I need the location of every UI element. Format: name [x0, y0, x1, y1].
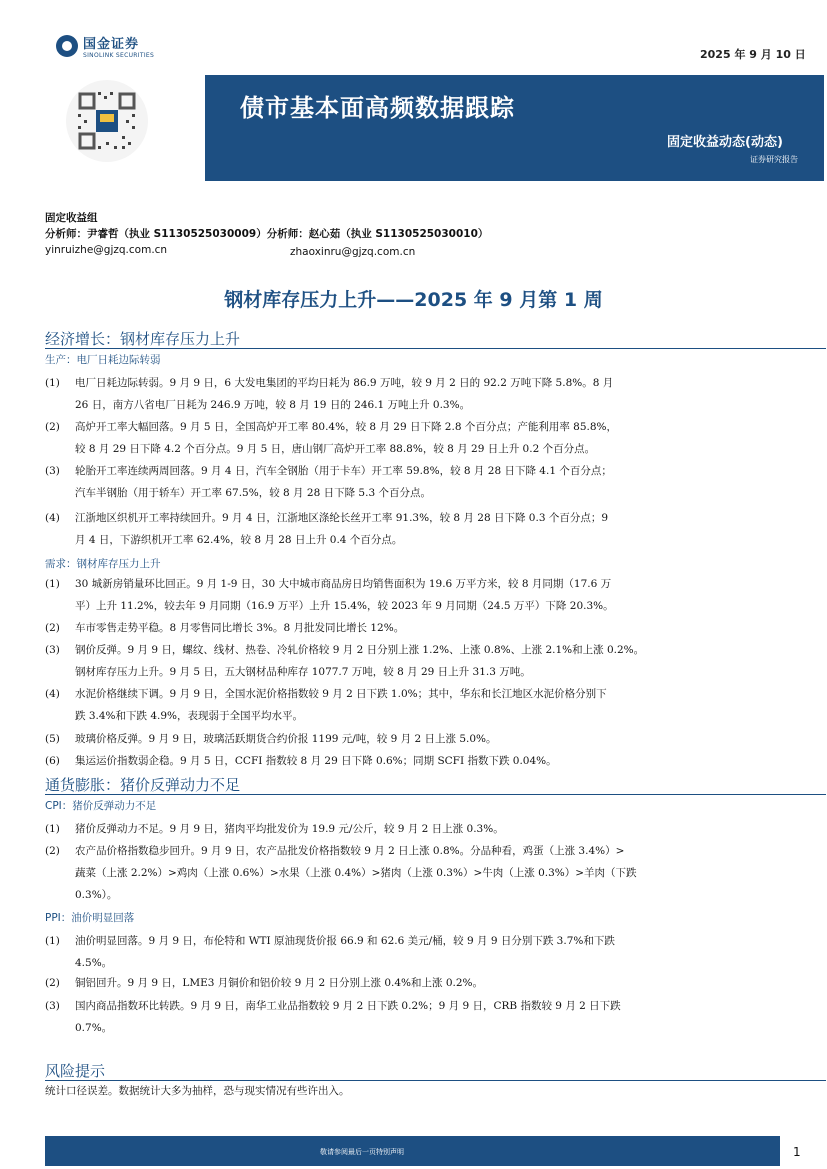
item-line: 4.5%。 [75, 957, 113, 969]
item-text [75, 460, 790, 504]
item-line: 较 8 月 29 日下降 4.2 个百分点。9 月 5 日，唐山钢厂高炉开工率 88.8%，较 8 月 29 日上升 0.2 个百分点。 [75, 443, 596, 455]
item-number: (2) [45, 977, 60, 989]
item-number: (1) [45, 935, 60, 947]
analyst-email-1[interactable]: yinruizhe@gjzq.com.cn [45, 244, 168, 256]
list-item [45, 507, 790, 551]
item-number: (6) [45, 755, 60, 767]
item-number: (3) [45, 465, 60, 477]
item-number: (4) [45, 688, 60, 700]
item-line: 30 城新房销量环比回正。9 月 1-9 日，30 大中城市商品房日均销售面积为 19.6 万平方米，较 8 月同期（17.6 万 [75, 578, 612, 590]
item-number: (3) [45, 1000, 60, 1012]
item-number: (3) [45, 644, 60, 656]
item-line: 跌 3.4%和下跌 4.9%，表现弱于全国平均水平。 [75, 710, 304, 722]
item-line: 钢价反弹。9 月 9 日，螺纹、线材、热卷、冷轧价格较 9 月 2 日分别上涨 1.2%、上涨 0.8%、上涨 2.1%和上涨 0.2%。 [75, 644, 645, 656]
item-line: 轮胎开工率连续两周回落。9 月 4 日，汽车全钢胎（用于卡车）开工率 59.8%，较 8 月 28 日下降 4.1 个百分点； [75, 465, 612, 477]
item-line: 0.7%。 [75, 1022, 113, 1034]
list-item [45, 728, 790, 750]
item-text [75, 995, 790, 1039]
list-item [45, 995, 790, 1039]
report-date: 2025 年 9 月 10 日 [700, 48, 806, 61]
item-number: (2) [45, 421, 60, 433]
document-title: 钢材库存压力上升——2025 年 9 月第 1 周 [224, 289, 603, 311]
item-line: 集运运价指数弱企稳。9 月 5 日，CCFI 指数较 8 月 29 日下降 0.6%；同期 SCFI 指数下跌 0.04%。 [75, 755, 557, 767]
list-item [45, 372, 790, 416]
logo-cn: 国金证券 [83, 37, 140, 52]
item-line: 0.3%）。 [75, 889, 118, 901]
item-text [75, 573, 790, 617]
list-item [45, 416, 790, 460]
item-line: 猪价反弹动力不足。9 月 9 日，猪肉平均批发价为 19.9 元/公斤，较 9 月 2 日上涨 0.3%。 [75, 823, 504, 835]
analyst-names: 分析师：尹睿哲（执业 S1130525030009）分析师：赵心茹（执业 S1130525030010） [45, 228, 489, 240]
analyst-block [45, 210, 488, 258]
item-line: 电厂日耗边际转弱。9 月 9 日，6 大发电集团的平均日耗为 86.9 万吨，较 9 月 2 日的 92.2 万吨下降 5.8%。8 月 [75, 377, 614, 389]
company-logo [56, 33, 154, 59]
item-line: 水泥价格继续下调。9 月 9 日，全国水泥价格指数较 9 月 2 日下跌 1.0%；其中，华东和长江地区水泥价格分别下 [75, 688, 607, 700]
item-line: 高炉开工率大幅回落。9 月 5 日，全国高炉开工率 80.4%，较 8 月 29 日下降 2.8 个百分点；产能利用率 85.8%， [75, 421, 618, 433]
item-number: (1) [45, 823, 60, 835]
list-item [45, 972, 790, 994]
list-item [45, 750, 790, 772]
section-divider [45, 794, 826, 795]
list-item [45, 840, 790, 906]
risk-text: 统计口径误差。数据统计大多为抽样，恐与现实情况有些许出入。 [45, 1085, 350, 1097]
section-title-risk: 风险提示 [45, 1062, 106, 1080]
item-text [75, 818, 790, 840]
item-number: (2) [45, 845, 60, 857]
item-number: (2) [45, 622, 60, 634]
list-item [45, 617, 790, 639]
qr-code-icon[interactable] [66, 80, 148, 162]
subsection-production: 生产：电厂日耗边际转弱 [45, 354, 161, 366]
item-line: 油价明显回落。9 月 9 日，布伦特和 WTI 原油现货价报 66.9 和 62.6 美元/桶，较 9 月 9 日分别下跌 3.7%和下跌 [75, 935, 615, 947]
list-item [45, 460, 790, 504]
subsection-cpi: CPI：猪价反弹动力不足 [45, 800, 157, 812]
item-text [75, 728, 790, 750]
section-title-inflation: 通货膨胀：猪价反弹动力不足 [45, 776, 241, 794]
team-name: 固定收益组 [45, 212, 98, 224]
page-number: 1 [793, 1145, 801, 1159]
subsection-ppi: PPI：油价明显回落 [45, 912, 135, 924]
report-type: 证券研究报告 [750, 155, 798, 164]
item-number: (5) [45, 733, 60, 745]
item-line: 钢材库存压力上升。9 月 5 日，五大钢材品种库存 1077.7 万吨，较 8 月 29 日上升 31.3 万吨。 [75, 666, 531, 678]
item-line: 月 4 日，下游织机开工率 62.4%，较 8 月 28 日上升 0.4 个百分点。 [75, 534, 403, 546]
list-item [45, 930, 790, 974]
item-text [75, 930, 790, 974]
item-text [75, 507, 790, 551]
item-number: (1) [45, 578, 60, 590]
item-line: 江浙地区织机开工率持续回升。9 月 4 日，江浙地区涤纶长丝开工率 91.3%，较 8 月 28 日下降 0.3 个百分点；9 [75, 512, 609, 524]
item-line: 26 日，南方八省电厂日耗为 246.9 万吨，较 8 月 19 日的 246.1 万吨上升 0.3%。 [75, 399, 471, 411]
subsection-demand: 需求：钢材库存压力上升 [45, 558, 161, 570]
section-divider [45, 1080, 826, 1081]
report-category: 固定收益动态(动态) [667, 135, 783, 150]
item-line: 蔬菜（上涨 2.2%）>鸡肉（上涨 0.6%）>水果（上涨 0.4%）>猪肉（上涨 0.3%）>牛肉（上涨 0.3%）>羊肉（下跌 [75, 867, 637, 879]
item-line: 车市零售走势平稳。8 月零售同比增长 3%。8 月批发同比增长 12%。 [75, 622, 405, 634]
section-title-growth: 经济增长：钢材库存压力上升 [45, 330, 241, 348]
section-divider [45, 348, 826, 349]
item-line: 汽车半钢胎（用于轿车）开工率 67.5%，较 8 月 28 日下降 5.3 个百分点。 [75, 487, 431, 499]
item-text [75, 617, 790, 639]
report-title: 债市基本面高频数据跟踪 [240, 94, 515, 122]
list-item [45, 818, 790, 840]
item-line: 国内商品指数环比转跌。9 月 9 日，南华工业品指数较 9 月 2 日下跌 0.2%；9 月 9 日，CRB 指数较 9 月 2 日下跌 [75, 1000, 621, 1012]
item-text [75, 972, 790, 994]
item-text [75, 372, 790, 416]
footer-disclaimer[interactable]: 敬请参阅最后一页特别声明 [320, 1148, 404, 1156]
item-text [75, 416, 790, 460]
item-line: 农产品价格指数稳步回升。9 月 9 日，农产品批发价格指数较 9 月 2 日上涨 0.8%。分品种看，鸡蛋（上涨 3.4%）> [75, 845, 625, 857]
item-text [75, 840, 790, 906]
list-item [45, 573, 790, 617]
logo-en: SINOLINK SECURITIES [83, 52, 155, 59]
list-item [45, 639, 790, 683]
item-line: 平）上升 11.2%，较去年 9 月同期（16.9 万平）上升 15.4%，较 2023 年 9 月同期（24.5 万平）下降 20.3%。 [75, 600, 614, 612]
item-number: (4) [45, 512, 60, 524]
analyst-email-2[interactable]: zhaoxinru@gjzq.com.cn [290, 246, 416, 258]
item-text [75, 750, 790, 772]
item-line: 铜铝回升。9 月 9 日，LME3 月铜价和铝价较 9 月 2 日分别上涨 0.4%和上涨 0.2%。 [75, 977, 484, 989]
footer-bar [45, 1136, 780, 1166]
item-number: (1) [45, 377, 60, 389]
item-text [75, 639, 790, 683]
logo-icon [56, 35, 78, 57]
item-line: 玻璃价格反弹。9 月 9 日，玻璃活跃期货合约价报 1199 元/吨，较 9 月 2 日上涨 5.0%。 [75, 733, 497, 745]
list-item [45, 683, 790, 727]
item-text [75, 683, 790, 727]
